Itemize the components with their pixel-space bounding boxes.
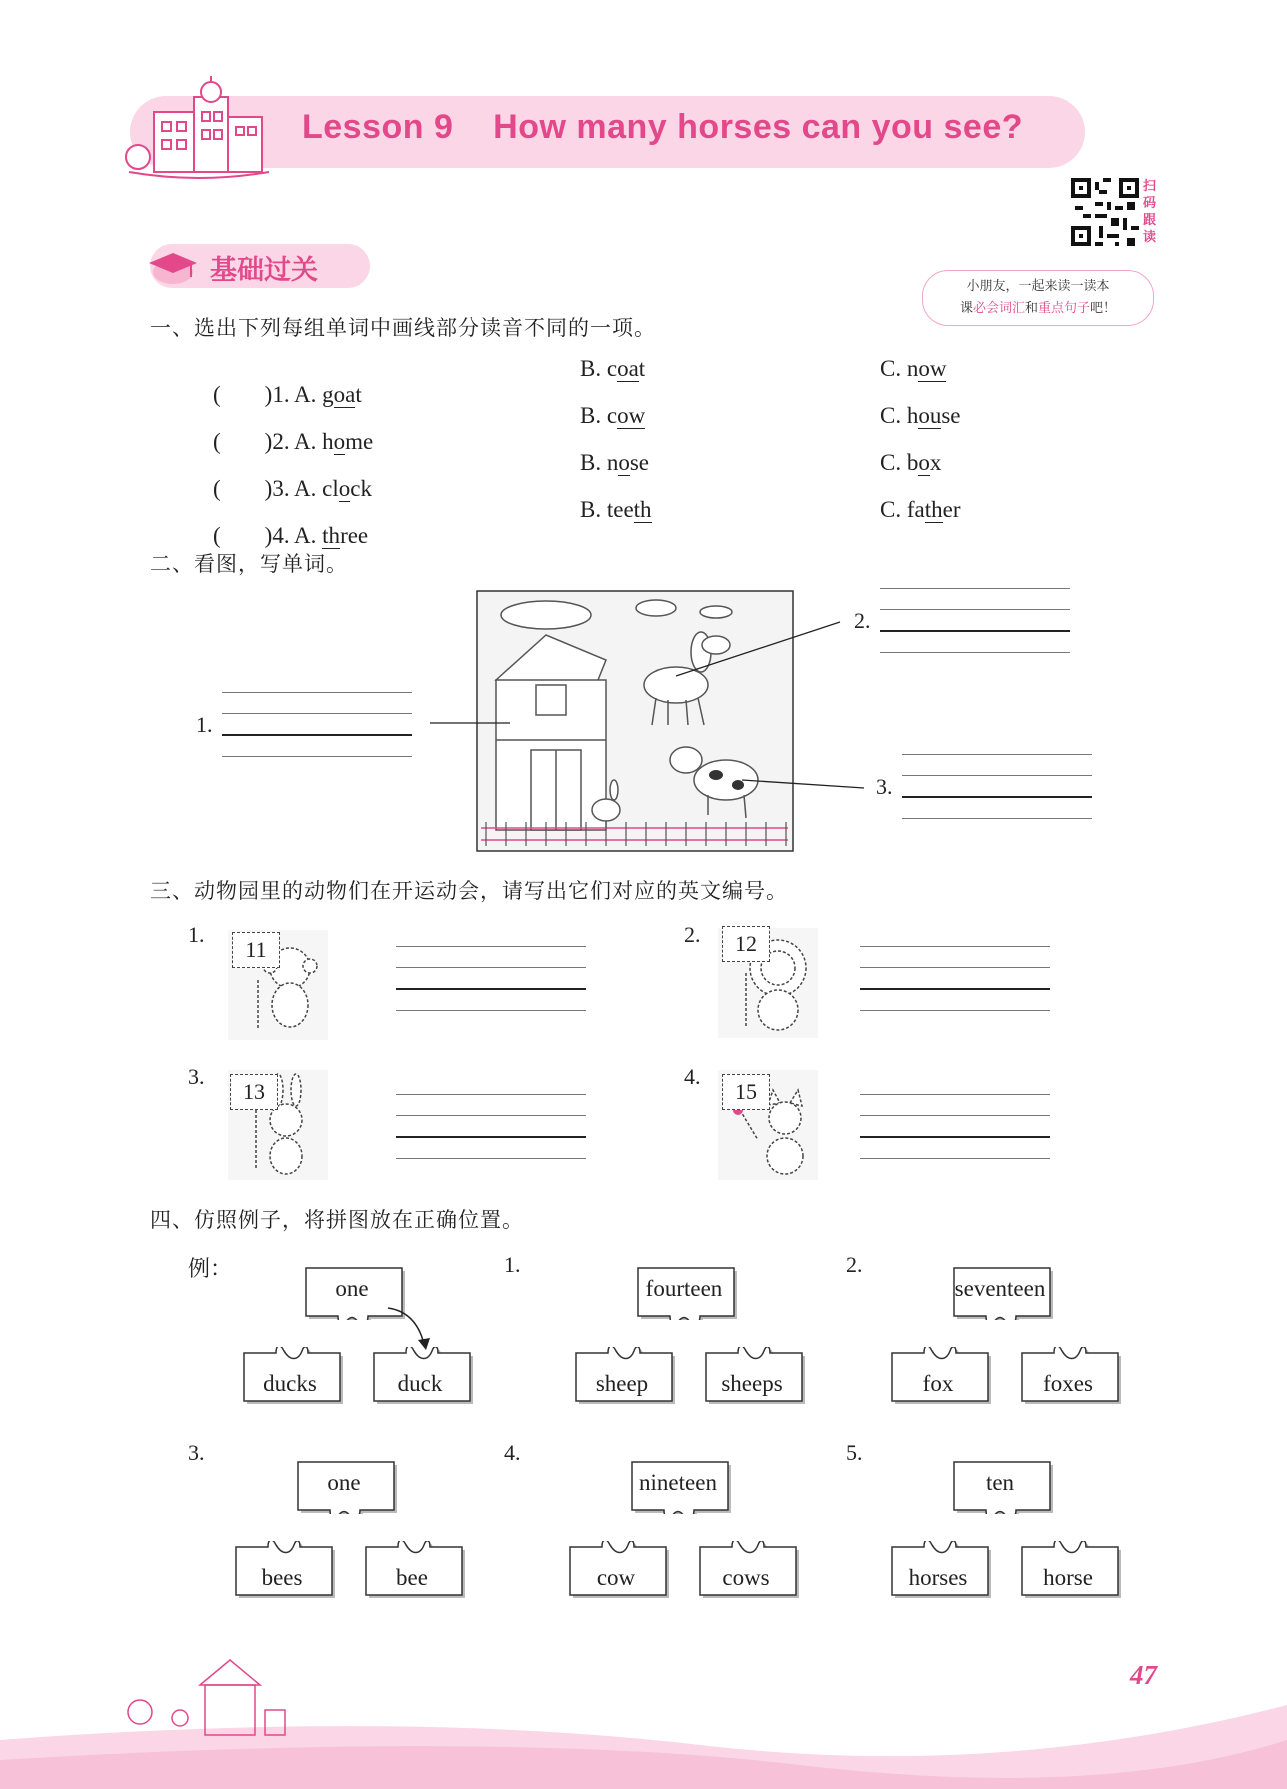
q3-num-4: 4. [684,1064,701,1089]
number-sign-11: 11 [232,932,280,968]
q2-label-3: 3. [876,774,893,799]
puzzle-top-label: ten [985,1470,1015,1495]
puzzle-top-label: nineteen [639,1470,717,1495]
example-label: 例： [188,1256,233,1281]
q1-row-4-b: B. teeth [580,497,652,522]
puzzle-left-label: cow [596,1565,636,1590]
puzzle-right-label: sheeps [721,1371,783,1396]
lesson-title: Lesson 9 How many horses can you see? [302,108,1024,146]
example-arrow [380,1300,440,1360]
puzzle-left-label: sheep [595,1371,649,1396]
page-number: 47 [1130,1660,1157,1690]
q1-row-2: ( )2. A. home [213,429,374,454]
q1-row-1-b: B. coat [580,356,646,381]
puzzle-left-label: bees [261,1565,303,1590]
section-title: 基础过关 [210,255,318,286]
puzzle-left-label: horses [908,1565,968,1590]
q1-row-1-c: C. now [880,356,947,381]
q1-heading: 一、选出下列每组单词中画线部分读音不同的一项。 [150,316,656,340]
qr-label: 扫 码 跟 读 [1143,179,1157,245]
q3-num-2: 2. [684,922,701,947]
puzzle-right-label: cows [722,1565,770,1590]
q2-answer-3[interactable] [902,754,1092,820]
q3-heading: 三、动物园里的动物们在开运动会，请写出它们对应的英文编号。 [150,879,788,903]
q2-answer-1[interactable] [222,692,412,758]
q1-row-2-b: B. cow [580,403,646,428]
q3-num-1: 1. [188,922,205,947]
leader-lines [420,600,880,800]
q3-num-3: 3. [188,1064,205,1089]
q3-answer-3[interactable] [396,1094,586,1160]
qr-code[interactable] [1071,178,1139,246]
speech-bubble-text: 小朋友，一起来读一读本 课必会词汇和重点句子吧！ [959,279,1117,316]
puzzle-top-label: one [335,1276,369,1301]
puzzle-top-label: one [327,1470,361,1495]
q4-heading: 四、仿照例子，将拼图放在正确位置。 [150,1208,524,1232]
puzzle-top-label: seventeen [954,1276,1046,1301]
puzzle-right-label: horse [1043,1565,1093,1590]
puzzle-num-4: 4. [504,1440,521,1465]
q2-label-2: 2. [854,608,871,633]
graduation-cap-icon [145,245,201,287]
puzzle-num-1: 1. [504,1252,521,1277]
puzzle-num-2: 2. [846,1252,863,1277]
q2-heading: 二、看图，写单词。 [150,552,348,576]
puzzle-left-label: ducks [263,1371,317,1396]
puzzle-left-label: fox [922,1371,954,1396]
puzzle-right-label: foxes [1043,1371,1093,1396]
q2-answer-2[interactable] [880,588,1070,654]
q1-row-3: ( )3. A. clock [213,476,372,501]
q1-row-3-c: C. box [880,450,942,475]
q3-answer-1[interactable] [396,946,586,1012]
puzzle-right-label: duck [397,1371,443,1396]
school-building-illustration [124,72,274,184]
q2-label-1: 1. [196,712,213,737]
q3-answer-4[interactable] [860,1094,1050,1160]
q1-row-1: ( )1. A. goat [213,382,362,407]
number-sign-13: 13 [230,1074,278,1110]
puzzle-num-5: 5. [846,1440,863,1465]
q3-answer-2[interactable] [860,946,1050,1012]
q1-row-4: ( )4. A. three [213,523,369,548]
puzzle-num-3: 3. [188,1440,205,1465]
number-sign-15: 15 [722,1074,770,1110]
puzzle-right-label: bee [396,1565,428,1590]
q1-row-3-b: B. nose [580,450,650,475]
puzzle-top-label: fourteen [645,1276,723,1301]
q1-row-4-c: C. father [880,497,961,522]
q1-row-2-c: C. house [880,403,961,428]
number-sign-12: 12 [722,926,770,962]
footer-decoration [0,1650,1287,1789]
